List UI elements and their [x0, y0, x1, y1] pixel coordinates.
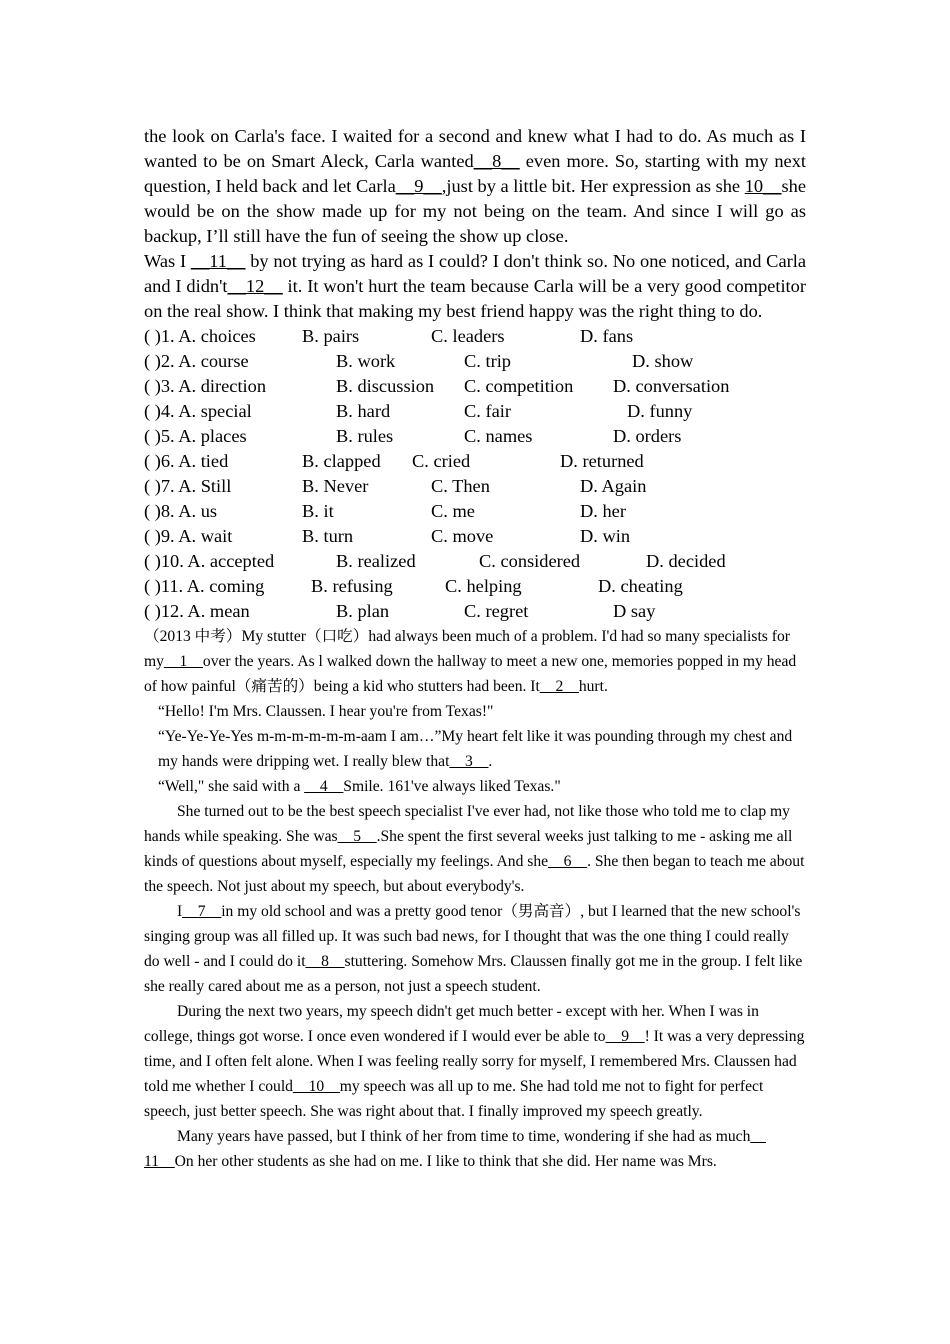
- question-choice-a: ( )10. A. accepted: [144, 551, 275, 571]
- choice-d: D. returned: [560, 451, 644, 471]
- choice-b: B. hard: [336, 401, 391, 421]
- option-row: [144, 449, 806, 474]
- option-row: [144, 324, 806, 349]
- choice-c: C. me: [431, 501, 475, 521]
- choice-d: D. cheating: [598, 576, 683, 596]
- text-run: During the next two years, my speech didn't get much better - except with her. When I was in college, things got worse. I once even wondered if I would ever be able to: [144, 1003, 759, 1045]
- choice-d: D. win: [580, 526, 631, 546]
- question-choice-a: ( )6. A. tied: [144, 451, 229, 471]
- text-run: over the years. As l walked down the hallway to meet a new one, memories popped in my head of how painful（痛苦的）being a kid who stutters had been. It: [144, 653, 797, 695]
- passage-paragraph: [144, 699, 806, 724]
- choice-d: D say: [613, 601, 656, 621]
- option-row: [144, 549, 806, 574]
- passage-two: [144, 624, 806, 1174]
- answer-blank: __9__: [395, 176, 442, 196]
- text-run: ! It was a very depressing time, and I often felt alone. When I was feeling really sorry for myself, I remembered Mrs. Claussen had told me whether I could: [144, 1028, 805, 1095]
- choice-b: B. it: [302, 501, 334, 521]
- choice-b: B. plan: [336, 601, 390, 621]
- question-choice-a: ( )11. A. coming: [144, 576, 265, 596]
- text-run: hurt.: [578, 678, 608, 695]
- text-run: . She then began to teach me about the speech. Not just about my speech, but about everybody's.: [144, 853, 805, 895]
- question-choice-a: ( )8. A. us: [144, 501, 218, 521]
- question-choice-a: ( )1. A. choices: [144, 326, 256, 346]
- choice-c: C. cried: [412, 451, 471, 471]
- choice-b: B. discussion: [336, 376, 435, 396]
- answer-blank: __6__: [548, 853, 588, 870]
- question-choice-a: ( )7. A. Still: [144, 476, 232, 496]
- option-row: [144, 424, 806, 449]
- option-row: [144, 349, 806, 374]
- text-run: “Well," she said with a: [158, 778, 305, 795]
- text-run: in my old school and was a pretty good tenor（男高音）, but I learned that the new school's singing group was all filled up. It was such bad news, for I thought that was the one thing I could really do well - and I could do it: [144, 903, 801, 970]
- choice-c: C. trip: [464, 351, 512, 371]
- passage-paragraph: [144, 899, 806, 999]
- choice-c: C. move: [431, 526, 494, 546]
- choice-c: C. leaders: [431, 326, 505, 346]
- answer-blank: __12__: [227, 276, 283, 296]
- choice-d: D. fans: [580, 326, 634, 346]
- choice-d: D. conversation: [613, 376, 730, 396]
- answer-blank: __1__: [163, 653, 203, 670]
- text-run: she would be on the show made up for my not being on the team. And since I will go as backup, I’ll still have the fun of seeing the show up close.: [144, 176, 806, 246]
- passage-paragraph: [144, 124, 806, 249]
- question-choice-a: ( )9. A. wait: [144, 526, 233, 546]
- choice-d: D. Again: [580, 476, 647, 496]
- answer-blank: __9__: [605, 1028, 645, 1045]
- choice-d: D. show: [632, 351, 694, 371]
- passage-paragraph: [144, 999, 806, 1124]
- option-row: [144, 399, 806, 424]
- question-choice-a: ( )5. A. places: [144, 426, 247, 446]
- text-run: Smile. 161've always liked Texas.": [343, 778, 561, 795]
- choice-b: B. work: [336, 351, 396, 371]
- option-row: [144, 524, 806, 549]
- text-run: “Hello! I'm Mrs. Claussen. I hear you're from Texas!": [158, 703, 494, 720]
- text-run: On her other students as she had on me. I like to think that she did. Her name was Mrs.: [174, 1153, 717, 1170]
- passage-paragraph: [144, 799, 806, 899]
- option-row: [144, 374, 806, 399]
- text-run: stuttering. Somehow Mrs. Claussen finally got me in the group. I felt like she really cared about me as a person, not just a speech student.: [144, 953, 803, 995]
- answer-blank: __7__: [182, 903, 222, 920]
- text-run: my speech was all up to me. She had told me not to fight for perfect speech, just better speech. She was right about that. I finally improved my speech greatly.: [144, 1078, 764, 1120]
- question-choice-a: ( )2. A. course: [144, 351, 249, 371]
- answer-blank: __ 11__: [144, 1128, 766, 1170]
- text-run: it. It won't hurt the team because Carla will be a very good competitor on the real show. I think that making my best friend happy was the right thing to do.: [144, 276, 806, 321]
- choice-d: D. orders: [613, 426, 682, 446]
- answer-blank: __8__: [305, 953, 345, 970]
- answer-blank: __5__: [337, 828, 377, 845]
- choice-c: C. considered: [479, 551, 581, 571]
- answer-blank: __4__: [304, 778, 344, 795]
- answer-blank: __3__: [449, 753, 489, 770]
- passage-paragraph: [144, 249, 806, 324]
- text-run: the look on Carla's face. I waited for a second and knew what I had to do. As much as I wanted to be on Smart Aleck, Carla wanted: [144, 126, 806, 171]
- text-run: Many years have passed, but I think of her from time to time, wondering if she had as much: [177, 1128, 751, 1145]
- choice-d: D. her: [580, 501, 626, 521]
- choice-b: B. pairs: [302, 326, 360, 346]
- text-run: I: [177, 903, 183, 920]
- text-run: .: [488, 753, 493, 770]
- choice-b: B. clapped: [302, 451, 381, 471]
- passage-paragraph: [144, 1124, 806, 1174]
- option-row: [144, 474, 806, 499]
- passage-paragraph: [144, 624, 806, 699]
- choice-b: B. refusing: [311, 576, 393, 596]
- passage-one-options: [144, 324, 806, 624]
- choice-b: B. turn: [302, 526, 354, 546]
- text-run: She turned out to be the best speech specialist I've ever had, not like those who told me to clap my hands while speaking. She was: [144, 803, 790, 845]
- option-row: [144, 574, 806, 599]
- passage-paragraph: [144, 774, 806, 799]
- text-run: .She spent the first several weeks just talking to me - asking me all kinds of questions about myself, especially my feelings. And she: [144, 828, 793, 870]
- question-choice-a: ( )4. A. special: [144, 401, 252, 421]
- text-run: Was I: [144, 251, 191, 271]
- text-run: even more. So, starting with my next question, I held back and let Carla: [144, 151, 807, 196]
- question-choice-a: ( )3. A. direction: [144, 376, 267, 396]
- passage-paragraph: [144, 724, 806, 774]
- choice-c: C. names: [464, 426, 533, 446]
- choice-c: C. helping: [445, 576, 522, 596]
- option-row: [144, 499, 806, 524]
- answer-blank: __10__: [292, 1078, 340, 1095]
- text-run: “Ye-Ye-Ye-Yes m-m-m-m-m-m-aam I am…”My heart felt like it was pounding through my chest and my hands were dripping wet. I really blew that: [158, 728, 793, 770]
- text-run: by not trying as hard as I could? I don't think so. No one noticed, and Carla and I didn't: [144, 251, 807, 296]
- choice-c: C. regret: [464, 601, 529, 621]
- choice-d: D. decided: [646, 551, 726, 571]
- text-run: ,just by a little bit. Her expression as she: [441, 176, 745, 196]
- answer-blank: __11__: [190, 251, 246, 271]
- choice-b: B. realized: [336, 551, 416, 571]
- choice-c: C. competition: [464, 376, 574, 396]
- passage-one: [144, 124, 806, 324]
- option-row: [144, 599, 806, 624]
- answer-blank: 10__: [744, 176, 782, 196]
- answer-blank: __8__: [473, 151, 520, 171]
- choice-b: B. rules: [336, 426, 394, 446]
- document-page: [144, 124, 806, 1174]
- choice-c: C. Then: [431, 476, 490, 496]
- choice-b: B. Never: [302, 476, 369, 496]
- text-run: （2013 中考）My stutter（口吃）had always been much of a problem. I'd had so many specialists for my: [144, 628, 790, 670]
- choice-d: D. funny: [627, 401, 693, 421]
- question-choice-a: ( )12. A. mean: [144, 601, 250, 621]
- answer-blank: __2__: [539, 678, 579, 695]
- choice-c: C. fair: [464, 401, 511, 421]
